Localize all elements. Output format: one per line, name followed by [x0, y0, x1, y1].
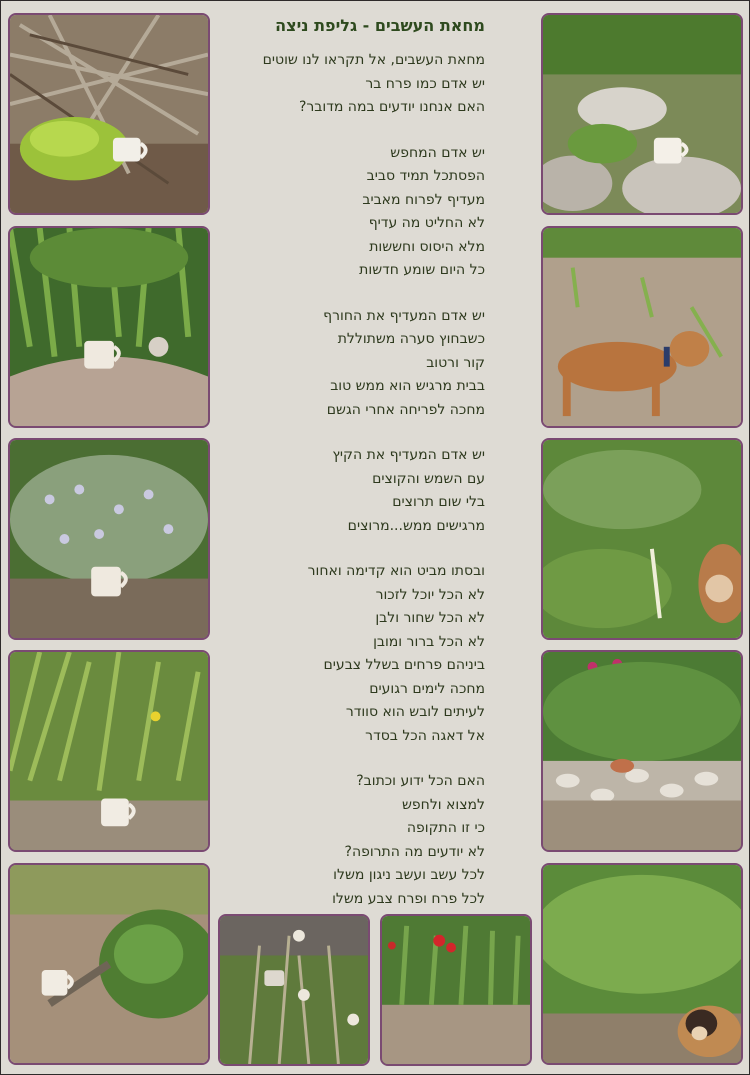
poem: [223, 15, 485, 933]
poem-line: כי זו התקופה: [406, 820, 485, 836]
poem-line: בבית מרגיש הוא ממש טוב: [330, 378, 485, 394]
poem-line: לא יודעים מה התרופה?: [344, 843, 485, 860]
poem-stanza: [223, 770, 485, 911]
photo-rocks-mug: [541, 13, 743, 215]
poem-line: לא הכל יוכל לזכור: [375, 586, 485, 603]
poem-line: יש אדם המעדיף את הקיץ: [332, 447, 485, 463]
photo-grass-mug: [8, 650, 210, 852]
poem-line: האם אנחנו יודעים במה מדובר?: [298, 99, 485, 115]
poem-line: הפסתכל תמיד סביב: [366, 168, 485, 184]
poem-stanza: [223, 142, 485, 283]
photo-rosemary-mug: [8, 438, 210, 640]
poem-line: בלי שום תרוצים: [392, 494, 485, 510]
photo-mug-on-soil: [8, 226, 210, 428]
poem-line: ובסתו מביט הוא קדימה ואחור: [307, 563, 485, 579]
poem-line: מחכה לימים רגועים: [369, 680, 485, 697]
poem-line: יש אדם המעדיף את החורף: [323, 307, 485, 324]
poem-line: יש אדם המחפש: [390, 144, 485, 161]
poem-line: ביניהם פרחים בשלל צבעים: [323, 657, 485, 673]
poem-line: מעדיף לפרוח מאביב: [362, 191, 485, 208]
poem-line: לכל פרח ופרח צבע משלו: [332, 890, 485, 907]
photo-ground-mug-plant: [8, 863, 210, 1065]
photo-branches-mug: [8, 13, 210, 215]
photo-dog-greenery: [541, 863, 743, 1065]
poem-line: לא הכל ברור ומובן: [373, 633, 485, 650]
poem-line: עם השמש והקוצים: [372, 470, 485, 487]
photo-stone-border-flowers: [541, 650, 743, 852]
poem-line: מחאת העשבים, אל תקראו לנו שוטים: [262, 52, 485, 68]
poem-line: מלא היסוס וחששות: [369, 238, 485, 255]
photo-dried-flowers: [218, 914, 370, 1066]
poem-line: יש אדם כמו פרח בר: [365, 75, 485, 92]
poem-line: לכל עשב ועשב ניגון משלו: [333, 867, 485, 883]
poem-line: מחכה לפריחה אחרי הגשם: [326, 401, 485, 418]
poem-line: למצוא ולחפש: [402, 796, 485, 813]
poem-line: לעיתים לובש הוא סוודר: [345, 704, 485, 720]
poem-title: מחאת העשבים - גליפת ניצה: [275, 16, 485, 35]
poem-line: מרגישים ממש...מרוצים: [347, 517, 485, 534]
poem-line: לא הכל שחור ולבן: [375, 610, 485, 626]
poem-stanzas: [223, 49, 485, 911]
poem-line: האם הכל ידוע וכתוב?: [356, 773, 485, 789]
poem-stanza: [223, 305, 485, 423]
poem-line: לא החליט מה עדיף: [368, 215, 485, 231]
photo-red-poppies: [380, 914, 532, 1066]
poem-line: קור ורטוב: [426, 354, 485, 371]
poem-line: כשבחוץ סערה משתוללת: [337, 331, 485, 347]
poem-stanza: [223, 49, 485, 120]
poem-line: אל דאגה הכל בסדר: [365, 727, 485, 744]
poem-line: כל היום שומע חדשות: [359, 262, 485, 278]
photo-dog-weeds: [541, 438, 743, 640]
poem-stanza: [223, 444, 485, 538]
photo-dog-dirt: [541, 226, 743, 428]
poem-stanza: [223, 560, 485, 748]
